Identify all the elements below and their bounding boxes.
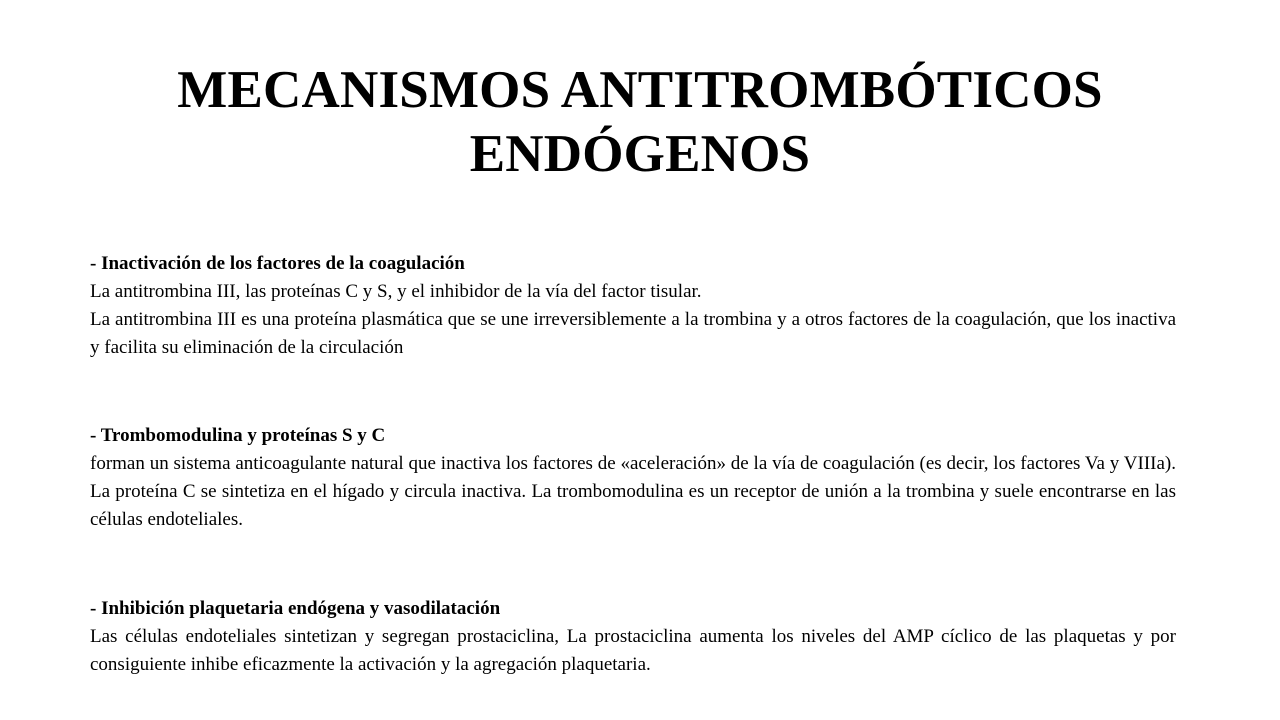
section-heading: - Trombomodulina y proteínas S y C [90, 425, 386, 446]
section-inhibicion-plaquetaria [90, 595, 1176, 679]
slide-title-line-2: ENDÓGENOS [469, 125, 811, 183]
section-paragraph: La antitrombina III, las proteínas C y S, y el inhibidor de la vía del factor tisular. [90, 281, 702, 302]
section-paragraph: La antitrombina III es una proteína plasmática que se une irreversiblemente a la trombina y a otros factores de la coagulación, que los inactiva y facilita su eliminación de la circulación [90, 309, 1176, 358]
slide-title [0, 58, 1280, 186]
section-inactivacion [90, 250, 1176, 362]
section-paragraph: Las células endoteliales sintetizan y segregan prostaciclina, La prostaciclina aumenta los niveles del AMP cíclico de las plaquetas y por consiguiente inhibe eficazmente la activación y la agregación plaquetaria. [90, 626, 1176, 675]
slide-title-line-1: MECANISMOS ANTITROMBÓTICOS [177, 61, 1103, 119]
section-paragraph: forman un sistema anticoagulante natural que inactiva los factores de «aceleración» de la vía de coagulación (es decir, los factores Va y VIIIa). La proteína C se sintetiza en el hígado y circula inactiva. La trombomodulina es un receptor de unión a la trombina y suele encontrarse en las células endoteliales. [90, 453, 1176, 530]
section-heading: - Inactivación de los factores de la coagulación [90, 253, 465, 274]
section-trombomodulina [90, 422, 1176, 534]
section-heading: - Inhibición plaquetaria endógena y vasodilatación [90, 598, 501, 619]
